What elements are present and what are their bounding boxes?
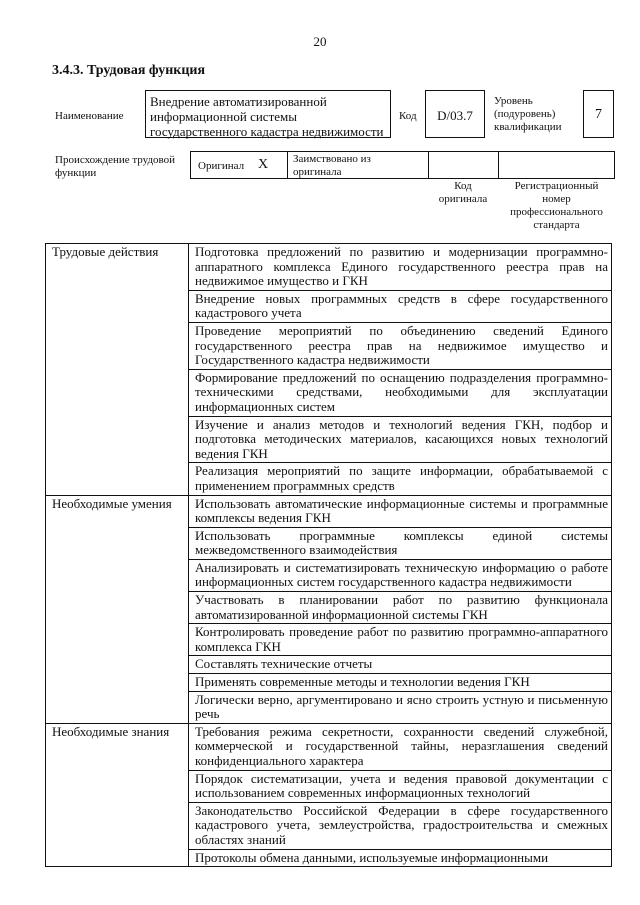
table-cell: Участвовать в планировании работ по развитию функционала автоматизированной информационной системы ГКН — [189, 592, 612, 624]
table-cell: Внедрение новых программных средств в сфере государственного кадастрового учета — [189, 290, 612, 322]
table-cell: Формирование предложений по оснащению подразделения программно-техническими средствами, необходимыми для эксплуатации информационных систем — [189, 369, 612, 416]
name-value-line: Внедрение автоматизированной — [150, 94, 327, 109]
level-label — [494, 95, 561, 134]
name-label: Наименование — [55, 110, 124, 122]
table-cell: Логически верно, аргументировано и ясно строить устную и письменную речь — [189, 691, 612, 723]
section-label: Трудовые действия — [46, 244, 189, 496]
table-cell: Протоколы обмена данными, используемые информационными — [189, 849, 612, 867]
name-value-line: государственного кадастра недвижимости — [150, 124, 384, 139]
code-original-line: оригинала — [438, 193, 488, 205]
origin-label — [55, 154, 175, 180]
level-label-line: квалификации — [494, 121, 562, 133]
table-cell: Законодательство Российской Федерации в сфере государственного кадастрового учета, землеустройства, градостроительства и смежных областях знаний — [189, 802, 612, 849]
table-cell: Требования режима секретности, сохранности сведений служебной, коммерческой и государственной тайны, неразглашения сведений конфиденциального характера — [189, 723, 612, 770]
table-cell: Изучение и анализ методов и технологий ведения ГКН, подбор и подготовка методических материалов, касающихся новых технологий ведения ГКН — [189, 416, 612, 463]
table-cell: Проведение мероприятий по объединению сведений Единого государственного реестра прав на недвижимое имущество и Государственного кадастра недвижимости — [189, 322, 612, 369]
section-label: Необходимые знания — [46, 723, 189, 866]
table-cell: Подготовка предложений по развитию и модернизации программно-аппаратного комплекса Единого государственного реестра прав на недвижимое имущество и ГКН — [189, 244, 612, 291]
level-value: 7 — [595, 107, 602, 122]
reg-number-line: стандарта — [533, 219, 580, 231]
code-value-box — [425, 90, 485, 138]
table-cell: Использовать автоматические информационные системы и программные комплексы ведения ГКН — [189, 495, 612, 527]
reg-number-line: профессионального — [510, 206, 603, 218]
origin-label-line: Происхождение трудовой — [55, 154, 176, 166]
level-label-line: (подуровень) — [494, 108, 556, 120]
section-title: 3.4.3. Трудовая функция — [52, 63, 206, 78]
name-value-box — [145, 90, 391, 138]
origin-label-line: функции — [55, 167, 97, 179]
table-cell: Порядок систематизации, учета и ведения правовой документации с использованием современных информационных технологий — [189, 770, 612, 802]
table-row — [46, 244, 612, 291]
reg-number-caption — [498, 180, 615, 232]
section-label: Необходимые умения — [46, 495, 189, 723]
table-row — [46, 723, 612, 770]
name-value-line: информационной системы — [150, 109, 297, 124]
borrowed-label-line: оригинала — [293, 166, 342, 178]
original-label: Оригинал — [198, 160, 245, 172]
borrowed-label — [293, 153, 371, 179]
table-cell: Применять современные методы и технологии ведения ГКН — [189, 674, 612, 692]
table-cell: Анализировать и систематизировать техническую информацию о работе информационных систем государственного кадастра недвижимости — [189, 559, 612, 591]
level-label-line: Уровень — [494, 95, 533, 107]
origin-row — [190, 151, 615, 179]
table-cell: Составлять технические отчеты — [189, 656, 612, 674]
borrowed-label-line: Заимствовано из — [293, 153, 371, 165]
code-original-line: Код — [454, 180, 472, 192]
table-cell: Реализация мероприятий по защите информации, обрабатываемой с применением программных средств — [189, 463, 612, 495]
table-row — [46, 495, 612, 527]
table-cell: Использовать программные комплексы единой системы межведомственного взаимодействия — [189, 527, 612, 559]
function-table — [45, 243, 612, 867]
level-value-box — [583, 90, 614, 138]
code-original-caption — [428, 180, 498, 206]
original-mark: X — [258, 157, 269, 172]
page-number: 20 — [313, 34, 327, 49]
code-value: D/03.7 — [437, 108, 473, 123]
reg-number-line: номер — [542, 193, 571, 205]
reg-number-line: Регистрационный — [514, 180, 599, 192]
table-cell: Контролировать проведение работ по развитию программно-аппаратного комплекса ГКН — [189, 624, 612, 656]
code-label: Код — [399, 110, 417, 122]
